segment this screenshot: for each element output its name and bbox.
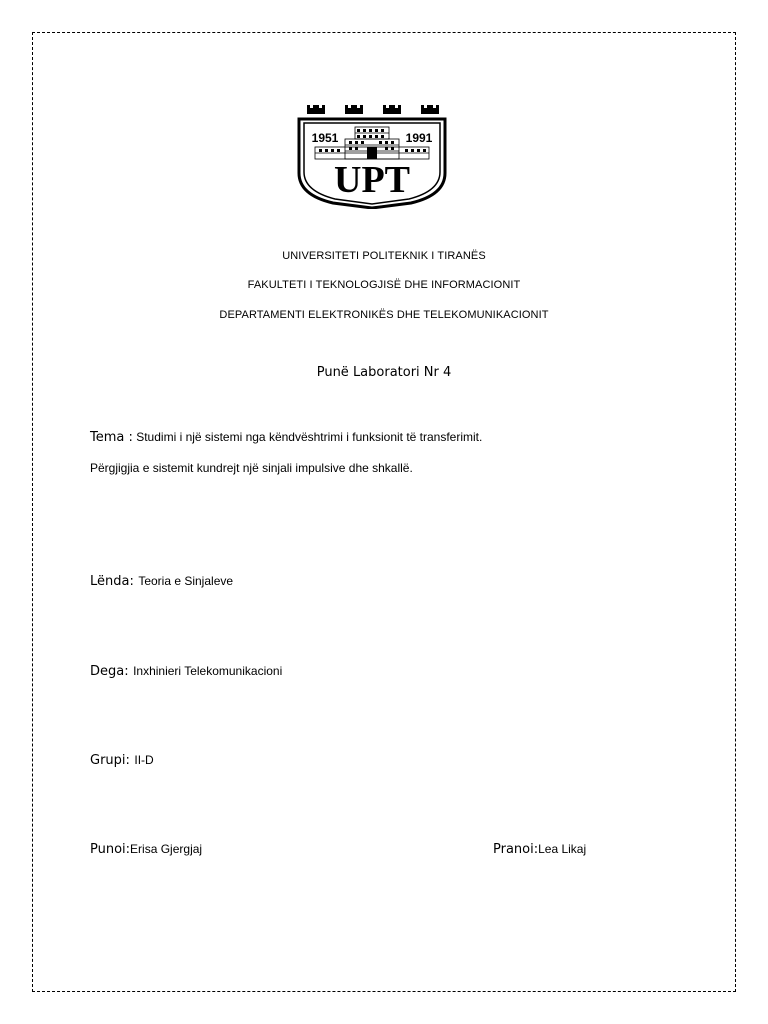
faculty-name: FAKULTETI I TEKNOLOGJISË DHE INFORMACIONIT	[247, 279, 521, 291]
dega-value: Inxhinieri Telekomunikacioni	[133, 664, 283, 678]
dega-label: Dega:	[90, 664, 129, 679]
logo-year-left: 1951	[311, 131, 339, 145]
grupi-field	[90, 751, 154, 769]
logo-text: UPT	[334, 159, 410, 201]
pranoi-field	[493, 840, 586, 858]
university-name: UNIVERSITETI POLITEKNIK I TIRANËS	[282, 250, 486, 262]
logo-year-right: 1991	[405, 131, 433, 145]
lenda-field	[90, 572, 233, 590]
tema-value: Studimi i një sistemi nga këndvështrimi i funksionit të transferimit. Përgjigjia e sistemit kundrejt një sinjali impulsive dhe shkallë.	[90, 430, 483, 475]
tema-block	[90, 422, 510, 483]
grupi-value: II-D	[134, 753, 154, 767]
tema-label: Tema :	[90, 430, 133, 445]
punoi-label: Punoi:	[90, 842, 131, 857]
lenda-value: Teoria e Sinjaleve	[138, 574, 234, 588]
grupi-label: Grupi:	[90, 753, 130, 768]
lenda-label: Lënda:	[90, 574, 134, 589]
upt-logo	[293, 103, 451, 209]
pranoi-value: Lea Likaj	[538, 842, 587, 856]
pranoi-label: Pranoi:	[493, 842, 539, 857]
dega-field	[90, 662, 282, 680]
punoi-field	[90, 840, 202, 858]
punoi-value: Erisa Gjergjaj	[130, 842, 203, 856]
lab-title: Punë Laboratori Nr 4	[316, 365, 452, 380]
department-name: DEPARTAMENTI ELEKTRONIKËS DHE TELEKOMUNIKACIONIT	[219, 309, 549, 321]
